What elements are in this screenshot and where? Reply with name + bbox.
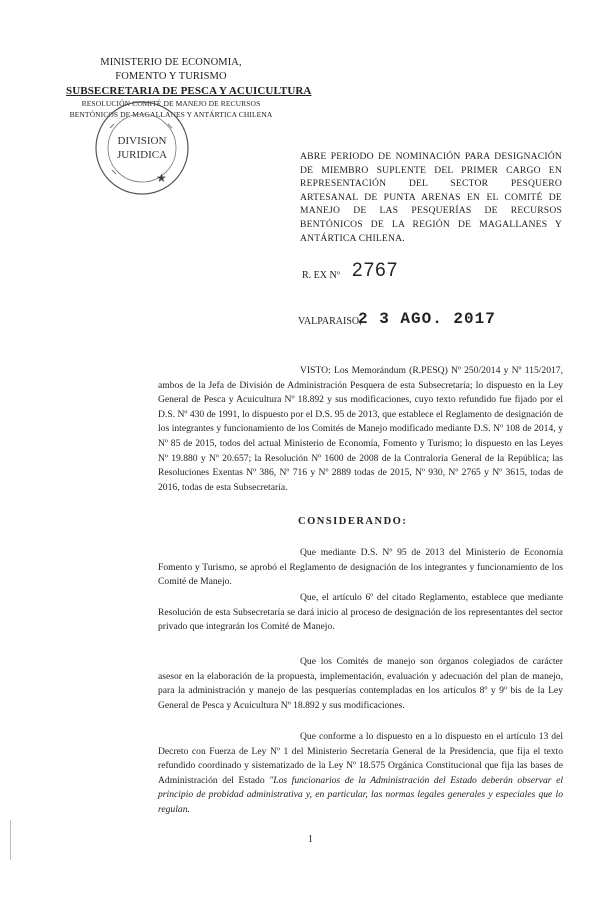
margin-mark	[10, 820, 15, 860]
considerando-paragraph-4	[158, 730, 563, 818]
considerando-paragraph-1: Que mediante D.S. Nº 95 de 2013 del Ministerio de Economía Fomento y Turismo, se aprobó el Reglamento de designación de los integrantes y funcionamiento de los Comité de Manejo.	[158, 547, 563, 588]
paragraph-4-text: Que conforme a lo dispuesto en a lo dispuesto en el artículo 13 del Decreto con Fuerza de Ley Nº 1 del Ministerio Secretaría General de la Presidencia, que fija el texto refundido coordinado y sistematizado de la Ley Nº 18.575 Orgánica Constitucional que fija las bases de Administración del Estado	[158, 731, 563, 786]
header-fomento: FOMENTO Y TURISMO	[115, 71, 227, 82]
considerando-heading: CONSIDERANDO:	[298, 516, 408, 527]
resolution-subject: ABRE PERIODO DE NOMINACIÓN PARA DESIGNACIÓN DE MIEMBRO SUPLENTE DEL PRIMER CARGO EN REPRESENTACIÓN DEL SECTOR PESQUERO ARTESANAL DE PUNTA ARENAS EN EL COMITÉ DE MANEJO DE LAS PESQUERÍAS DE RECURSOS BENTÓNICOS DE LA REGIÓN DE MAGALLANES Y ANTÁRTICA CHILENA.	[300, 151, 562, 244]
header-subsecretaria: SUBSECRETARIA DE PESCA Y ACUICULTURA	[66, 85, 312, 97]
date-place: VALPARAISO,	[298, 316, 362, 327]
seal-text-juridica: JURIDICA	[116, 149, 168, 161]
header-resolution-line: RESOLUCIÓN COMITÉ DE MANEJO DE RECURSOS	[81, 99, 261, 108]
resolution-number: 2767	[352, 260, 399, 281]
resolution-label: R. EX Nº	[302, 270, 340, 281]
svg-text:★: ★	[156, 171, 167, 185]
visto-paragraph: VISTO: Los Memorándum (R.PESQ) Nº 250/2014 y Nº 115/2017, ambos de la Jefa de División de Administración Pesquera de esta Subsecretaría; lo dispuesto en la Ley General de Pesca y Acuicultura Nº 18.892 y sus modificaciones, cuyo texto refundido fue fijado por el D.S. Nº 430 de 1991, lo dispuesto por el D.S. 95 de 2013, que establece el Reglamento de designación de los integrantes y funcionamiento de los Comités de Manejo modificado mediante D.S. Nº 108 de 2014, y Nº 85 de 2015, todos del actual Ministerio de Economía, Fomento y Turismo; lo dispuesto en las Leyes Nº 19.880 y Nº 20.657; la Resolución Nº 1600 de 2008 de la Contraloría General de la República; las Resoluciones Exentas Nº 386, Nº 716 y Nº 2889 todas de 2015, Nº 930, Nº 2765 y Nº 3615, todas de 2016, todas de esta Subsecretaría.	[158, 365, 563, 493]
paragraph-4-quote: "Los funcionarios de la Administración del Estado deberán observar el principio de probidad administrativa y, en particular, las normas legales generales y especiales que lo regulan.	[158, 774, 563, 815]
header-committee-line: BENTÓNICOS DE MAGALLANES Y ANTÁRTICA CHILENA	[69, 110, 273, 119]
juridica-stamp	[92, 98, 192, 198]
page-number: 1	[308, 834, 313, 845]
considerando-paragraph-3: Que los Comités de manejo son órganos colegiados de carácter asesor en la elaboración de la propuesta, implementación, evaluación y adecuación del plan de manejo, para la administración y manejo de las pesquerías contempladas en los artículos 8º y 9º bis de la Ley General de Pesca y Acuicultura Nº 18.892 y sus modificaciones.	[158, 656, 563, 711]
considerando-paragraph-2: Que, el artículo 6º del citado Reglamento, establece que mediante Resolución de esta Subsecretaría se dará inicio al proceso de designación de los representantes del sector privado que integrarán los Comité de Manejo.	[158, 592, 563, 633]
date-stamp: 2 3 AGO. 2017	[358, 310, 496, 328]
seal-text-division: DIVISION	[117, 135, 167, 147]
header-ministry: MINISTERIO DE ECONOMIA,	[100, 57, 242, 68]
